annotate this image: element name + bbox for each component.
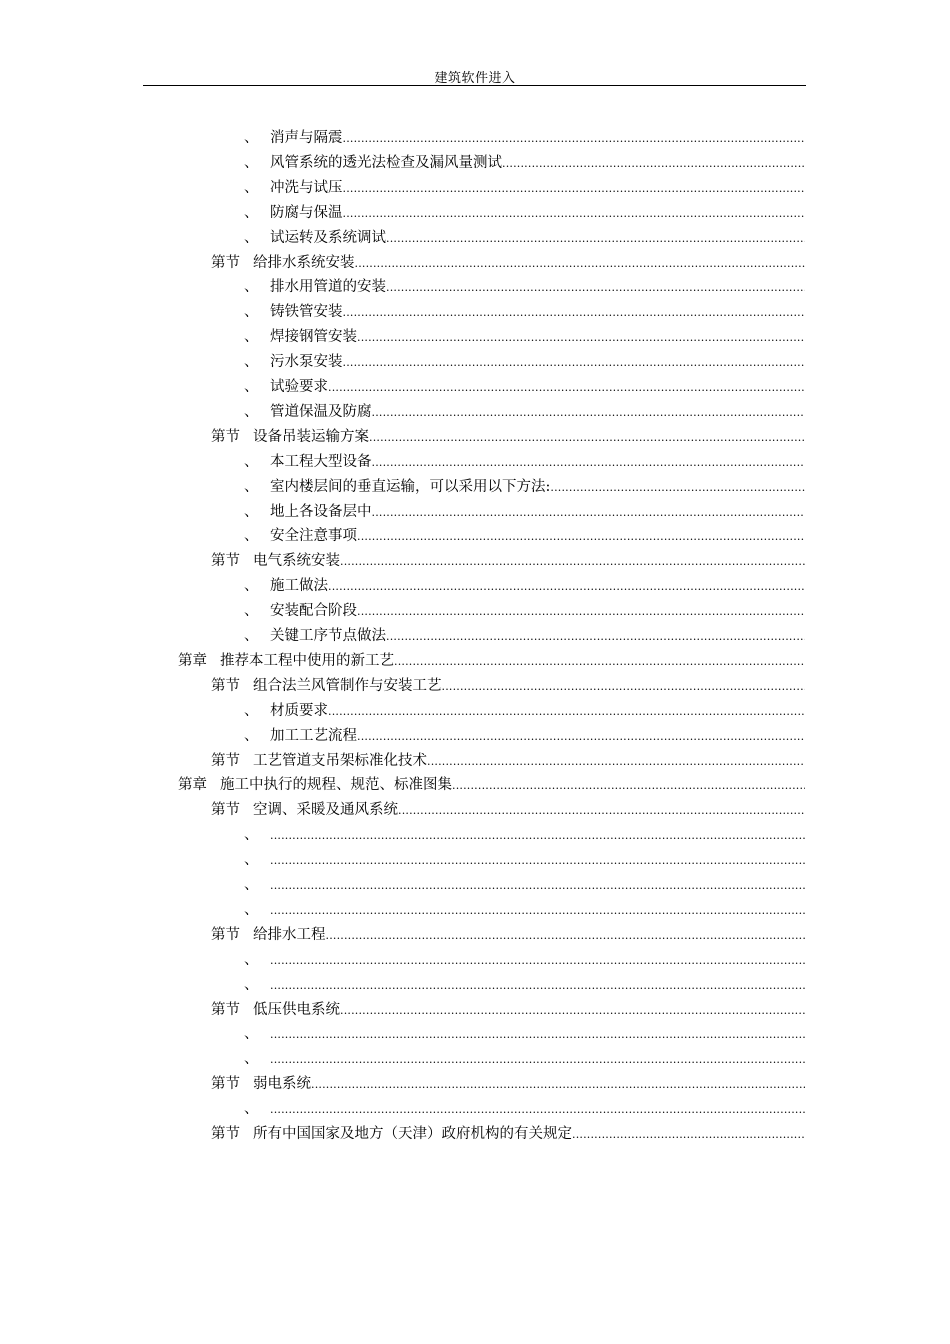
toc-entry-number: 、 — [244, 503, 259, 520]
toc-entry-title: 安全注意事项 — [270, 528, 357, 545]
toc-entry[interactable] — [244, 350, 805, 374]
toc-dot-leader — [357, 725, 805, 749]
toc-entry[interactable] — [244, 275, 805, 299]
toc-dot-leader — [326, 924, 806, 948]
toc-dot-leader — [398, 799, 805, 823]
toc-dot-leader — [270, 874, 805, 898]
toc-entry[interactable] — [244, 699, 805, 723]
toc-entry-number: 、 — [244, 453, 259, 470]
toc-entry[interactable] — [178, 649, 805, 673]
toc-entry[interactable] — [244, 898, 805, 922]
toc-dot-leader — [270, 1048, 805, 1072]
toc-entry-number: 、 — [244, 1101, 259, 1118]
toc-dot-leader — [572, 1123, 805, 1147]
toc-dot-leader — [502, 152, 805, 176]
toc-entry[interactable] — [244, 948, 805, 972]
toc-dot-leader — [328, 700, 805, 724]
toc-dot-leader — [270, 824, 805, 848]
toc-entry[interactable] — [244, 848, 805, 872]
toc-entry-title: 本工程大型设备 — [270, 453, 372, 470]
toc-entry-number: 、 — [244, 478, 259, 495]
toc-entry-title: 施工中执行的规程、规范、标准图集 — [220, 777, 452, 794]
toc-entry[interactable] — [211, 1122, 805, 1146]
toc-entry[interactable] — [244, 1022, 805, 1046]
toc-dot-leader — [270, 1023, 805, 1047]
toc-entry-title: 给排水工程 — [253, 926, 326, 943]
toc-entry[interactable] — [244, 873, 805, 897]
toc-entry-title: 试验要求 — [270, 379, 328, 395]
toc-entry[interactable] — [211, 998, 805, 1022]
toc-entry[interactable] — [211, 749, 805, 773]
toc-entry-title: 加工工艺流程 — [270, 727, 357, 744]
toc-dot-leader — [270, 849, 805, 873]
toc-dot-leader — [355, 252, 806, 276]
toc-entry-title: 污水泵安装 — [270, 354, 343, 371]
toc-entry[interactable] — [244, 624, 805, 648]
toc-entry-number: 、 — [244, 154, 259, 171]
toc-entry-title: 给排水系统安装 — [253, 254, 355, 271]
toc-entry-number: 、 — [244, 1026, 259, 1043]
toc-dot-leader — [372, 501, 806, 525]
toc-entry-number: 第节 — [211, 926, 240, 943]
toc-entry-number: 、 — [244, 976, 259, 993]
toc-entry-number: 、 — [244, 727, 259, 744]
toc-entry-number: 第节 — [211, 802, 240, 819]
toc-entry[interactable] — [244, 450, 805, 474]
toc-entry-number: 、 — [244, 578, 259, 595]
toc-entry-title: 消声与隔震 — [270, 130, 343, 146]
toc-dot-leader — [343, 351, 806, 375]
toc-entry-title: 施工做法 — [270, 578, 328, 595]
toc-entry-title: 地上各设备层中 — [270, 503, 372, 520]
toc-dot-leader — [270, 1098, 805, 1122]
toc-dot-leader — [427, 750, 805, 774]
toc-dot-leader — [386, 276, 805, 300]
toc-entry-title: 空调、采暖及通风系统 — [253, 802, 398, 819]
toc-dot-leader — [357, 600, 805, 624]
toc-entry[interactable] — [211, 798, 805, 822]
toc-dot-leader — [452, 774, 805, 798]
toc-entry-title: 铸铁管安装 — [270, 304, 343, 321]
toc-entry-number: 第章 — [178, 777, 207, 794]
toc-entry-number: 第节 — [211, 752, 240, 769]
toc-entry-number: 第节 — [211, 677, 240, 694]
toc-entry[interactable] — [244, 400, 805, 424]
toc-dot-leader — [343, 202, 806, 226]
header-divider — [143, 85, 806, 86]
toc-entry-number: 、 — [244, 901, 259, 918]
toc-entry-number: 、 — [244, 204, 259, 221]
toc-dot-leader — [442, 675, 806, 699]
toc-entry-number: 第节 — [211, 1076, 240, 1093]
toc-entry-number: 第节 — [211, 1001, 240, 1018]
toc-dot-leader — [386, 625, 805, 649]
toc-entry-title: 弱电系统 — [253, 1076, 311, 1093]
toc-entry-title: 电气系统安装 — [253, 553, 340, 570]
toc-entry-number: 、 — [244, 354, 259, 371]
toc-entry[interactable] — [244, 1097, 805, 1121]
toc-entry-title: 安装配合阶段 — [270, 603, 357, 620]
toc-entry-number: 、 — [244, 279, 259, 296]
toc-entry-title: 风管系统的透光法检查及漏风量测试 — [270, 154, 502, 171]
toc-entry-title: 管道保温及防腐 — [270, 403, 372, 420]
toc-entry[interactable] — [211, 425, 805, 449]
toc-dot-leader — [270, 949, 805, 973]
toc-entry-title: 所有中国国家及地方（天津）政府机构的有关规定 — [253, 1126, 572, 1142]
toc-entry-number: 、 — [244, 179, 259, 196]
toc-entry-number: 、 — [244, 951, 259, 968]
toc-entry-number: 、 — [244, 229, 259, 246]
toc-entry[interactable] — [244, 500, 805, 524]
toc-dot-leader — [550, 476, 805, 500]
toc-entry[interactable] — [244, 475, 805, 499]
toc-entry[interactable] — [244, 724, 805, 748]
toc-dot-leader — [340, 550, 805, 574]
toc-entry-number: 、 — [244, 702, 259, 719]
toc-entry-number: 、 — [244, 379, 259, 395]
toc-entry[interactable] — [244, 375, 805, 399]
toc-dot-leader — [311, 1073, 805, 1097]
toc-entry[interactable] — [244, 973, 805, 997]
toc-dot-leader — [270, 899, 805, 923]
toc-entry-title: 组合法兰风管制作与安装工艺 — [253, 677, 442, 694]
toc-entry-title: 低压供电系统 — [253, 1001, 340, 1018]
toc-entry-number: 第节 — [211, 254, 240, 271]
toc-entry-number: 、 — [244, 304, 259, 321]
toc-entry-title: 排水用管道的安装 — [270, 279, 386, 296]
toc-entry-title: 关键工序节点做法 — [270, 628, 386, 644]
toc-entry-number: 第节 — [211, 1126, 240, 1142]
toc-entry-title: 试运转及系统调试 — [270, 229, 386, 246]
toc-entry-number: 、 — [244, 329, 259, 346]
toc-entry-title: 室内楼层间的垂直运输，可以采用以下方法: — [270, 478, 551, 495]
toc-dot-leader — [369, 426, 805, 450]
toc-dot-leader — [343, 127, 806, 151]
toc-dot-leader — [343, 301, 806, 325]
toc-dot-leader — [328, 575, 805, 599]
toc-dot-leader — [372, 401, 806, 425]
toc-dot-leader — [343, 177, 806, 201]
toc-dot-leader — [328, 376, 805, 400]
toc-entry[interactable] — [244, 151, 805, 175]
toc-entry[interactable] — [211, 674, 805, 698]
toc-entry-title: 工艺管道支吊架标准化技术 — [253, 752, 427, 769]
toc-entry[interactable] — [211, 923, 805, 947]
toc-entry-number: 第节 — [211, 553, 240, 570]
toc-entry[interactable] — [211, 251, 805, 275]
toc-entry[interactable] — [244, 126, 805, 150]
toc-entry[interactable] — [244, 300, 805, 324]
toc-dot-leader — [386, 227, 805, 251]
toc-dot-leader — [340, 999, 805, 1023]
toc-entry[interactable] — [244, 201, 805, 225]
toc-entry-number: 第章 — [178, 652, 207, 669]
toc-entry-title: 推荐本工程中使用的新工艺 — [220, 652, 394, 669]
toc-entry-number: 、 — [244, 877, 259, 893]
toc-entry[interactable] — [244, 176, 805, 200]
toc-entry[interactable] — [244, 1047, 805, 1071]
toc-dot-leader — [357, 525, 805, 549]
toc-entry-number: 、 — [244, 852, 259, 869]
toc-entry[interactable] — [244, 325, 805, 349]
toc-entry-number: 、 — [244, 403, 259, 420]
toc-entry-number: 、 — [244, 130, 259, 146]
toc-dot-leader — [270, 974, 805, 998]
toc-entry[interactable] — [244, 574, 805, 598]
page-header-title: 建筑软件进入 — [434, 71, 516, 86]
toc-entry-number: 、 — [244, 528, 259, 545]
toc-entry-number: 、 — [244, 628, 259, 644]
toc-entry[interactable] — [244, 823, 805, 847]
toc-entry-number: 、 — [244, 827, 259, 844]
toc-entry[interactable] — [211, 549, 805, 573]
toc-entry-number: 、 — [244, 1051, 259, 1068]
toc-entry[interactable] — [244, 226, 805, 250]
toc-entry-title: 冲洗与试压 — [270, 179, 343, 196]
toc-entry[interactable] — [244, 524, 805, 548]
toc-entry-title: 材质要求 — [270, 702, 328, 719]
toc-dot-leader — [357, 326, 805, 350]
toc-entry-title: 防腐与保温 — [270, 204, 343, 221]
toc-entry[interactable] — [244, 599, 805, 623]
toc-entry[interactable] — [211, 1072, 805, 1096]
toc-entry-title: 设备吊装运输方案 — [253, 428, 369, 445]
toc-entry-title: 焊接钢管安装 — [270, 329, 357, 346]
toc-dot-leader — [394, 650, 805, 674]
toc-entry-number: 第节 — [211, 428, 240, 445]
toc-entry[interactable] — [178, 773, 805, 797]
toc-dot-leader — [372, 451, 806, 475]
toc-entry-number: 、 — [244, 603, 259, 620]
